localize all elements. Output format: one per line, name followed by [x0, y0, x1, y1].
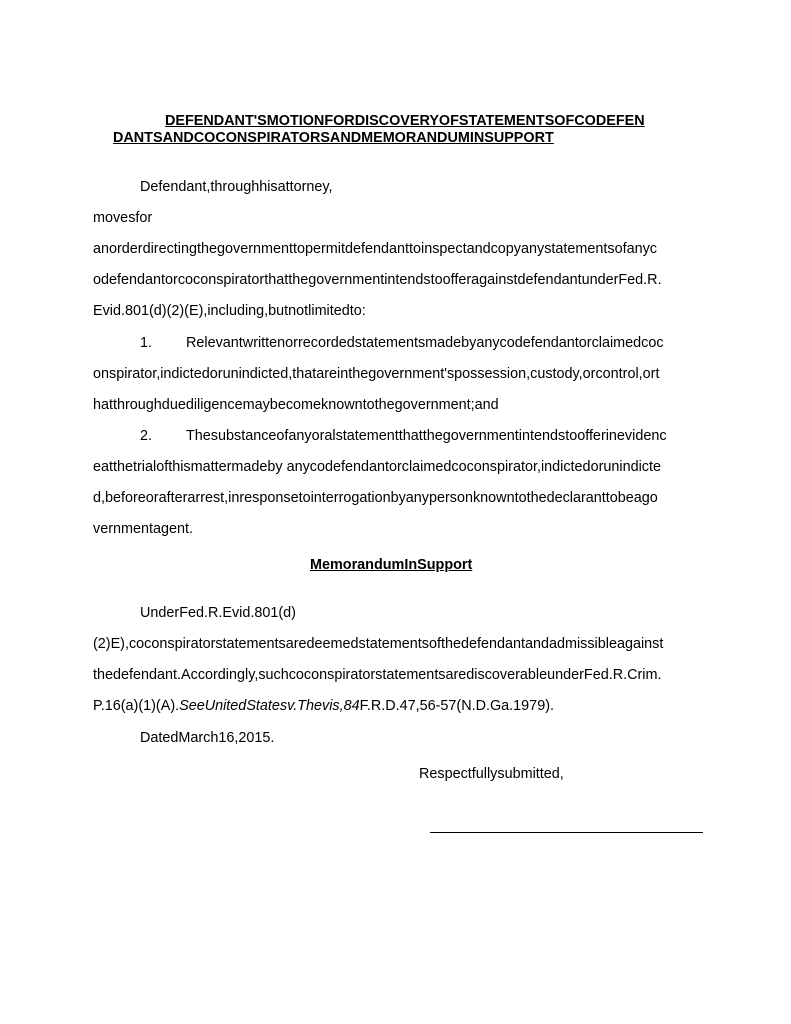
memorandum-line-4-post: F.R.D.47,56-57(N.D.Ga.1979).	[359, 698, 554, 714]
item-2-line-2: eatthetrialofthismattermadeby anycodefendantorclaimedcoconspirator,indictedorunindicte	[93, 459, 661, 475]
memorandum-line-4	[93, 697, 554, 715]
item-1-number: 1.	[140, 335, 153, 351]
item-1-line-3: hatthroughduediligencemaybecomeknowntothegovernment;and	[93, 397, 499, 413]
motion-line-3: anorderdirectingthegovernmenttopermitdefendanttoinspectandcopyanystatementsofanyc	[93, 241, 657, 257]
item-2-line-1: Thesubstanceofanyoralstatementthatthegovernmentintendstoofferinevidenc	[186, 428, 667, 444]
signature-line	[430, 832, 703, 833]
dated-line: DatedMarch16,2015.	[140, 730, 275, 746]
item-1-line-1: Relevantwrittenorrecordedstatementsmadebyanycodefendantorclaimedcoc	[186, 335, 664, 351]
memorandum-heading: MemorandumInSupport	[310, 557, 473, 573]
closing-respectfully-submitted: Respectfullysubmitted,	[419, 766, 564, 782]
item-2-line-3: d,beforeorafterarrest,inresponsetointerrogationbyanypersonknowntothedeclaranttobeago	[93, 490, 658, 506]
motion-line-5: Evid.801(d)(2)(E),including,butnotlimitedto:	[93, 303, 366, 319]
memorandum-line-3: thedefendant.Accordingly,suchcoconspiratorstatementsarediscoverableunderFed.R.Crim.	[93, 667, 662, 683]
motion-intro: Defendant,throughhisattorney,	[140, 179, 333, 195]
memorandum-line-1: UnderFed.R.Evid.801(d)	[140, 605, 296, 621]
memorandum-line-4-pre: P.16(a)(1)(A).	[93, 698, 180, 714]
memorandum-line-2: (2)E),coconspiratorstatementsaredeemedstatementsofthedefendantandadmissibleagainst	[93, 636, 664, 652]
document-title-line-2: DANTSANDCOCONSPIRATORSANDMEMORANDUMINSUPPORT	[113, 130, 554, 146]
item-1-line-2: onspirator,indictedorunindicted,thatareinthegovernment'spossession,custody,orcontrol,ort	[93, 366, 660, 382]
motion-line-4: odefendantorcoconspiratorthatthegovernmentintendstoofferagainstdefendantunderFed.R.	[93, 272, 662, 288]
case-citation: SeeUnitedStatesv.Thevis,84	[179, 698, 360, 714]
item-2-line-4: vernmentagent.	[93, 521, 193, 537]
item-2-number: 2.	[140, 428, 153, 444]
motion-moves: movesfor	[93, 210, 153, 226]
document-title-line-1: DEFENDANT'SMOTIONFORDISCOVERYOFSTATEMENTSOFCODEFEN	[165, 113, 645, 129]
